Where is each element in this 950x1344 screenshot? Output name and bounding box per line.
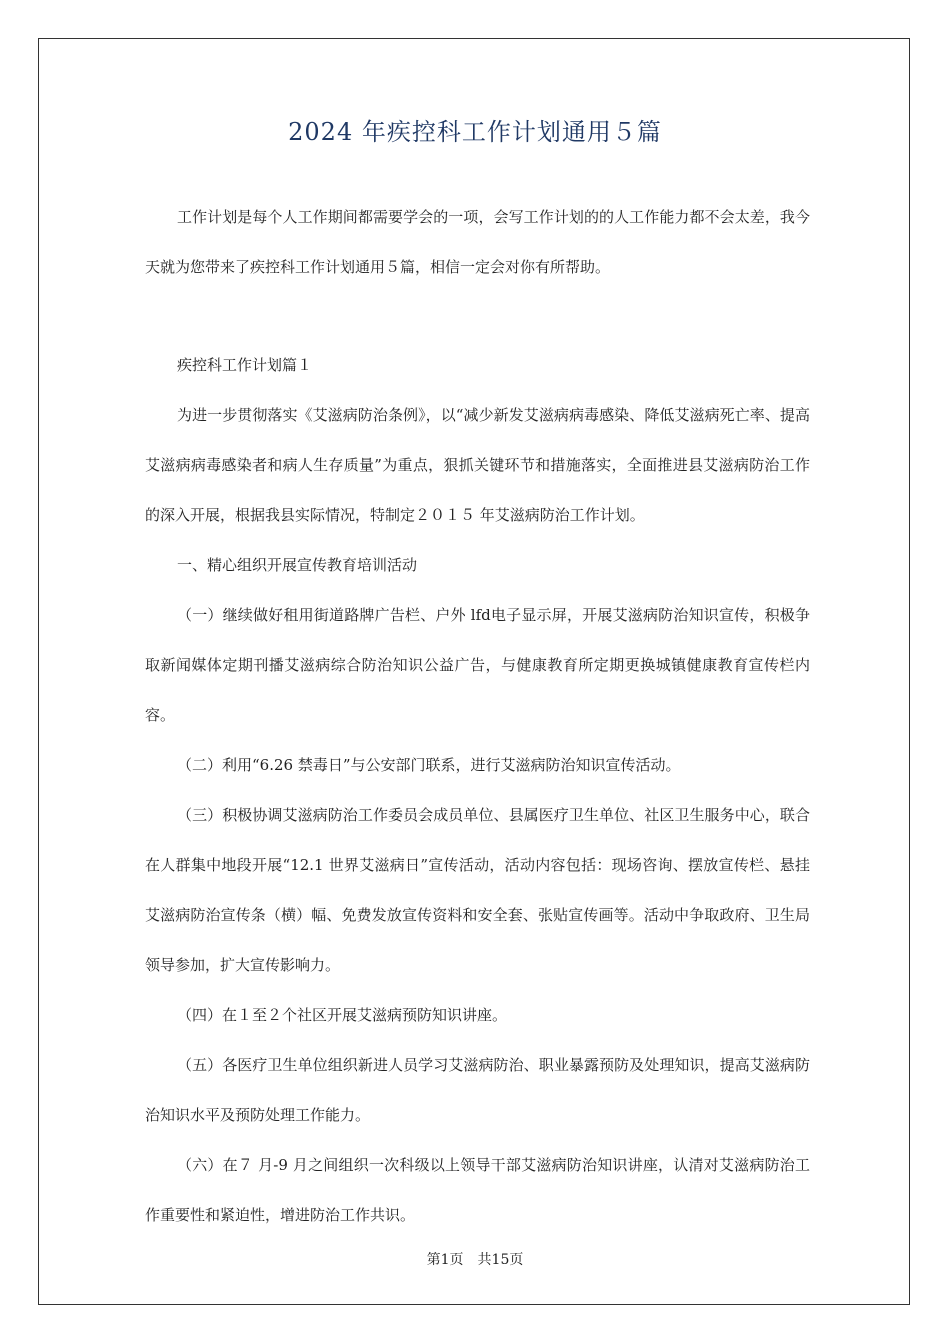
page-number-footer: 第1页 共15页 (426, 1252, 524, 1268)
subsection-heading: 一、精心组织开展宣传教育培训活动 (177, 556, 418, 574)
document-body (145, 192, 810, 1240)
paragraph: 为进一步贯彻落实《艾滋病防治条例》，以“减少新发艾滋病病毒感染、降低艾滋病死亡率、提高艾滋病病毒感染者和病人生存质量”为重点，狠抓关键环节和措施落实，全面推进县艾滋病防治工作的深入开展，根据我县实际情况，特制定２０１５ 年艾滋病防治工作计划。 (145, 406, 810, 524)
section-heading: 疾控科工作计划篇１ (177, 356, 313, 374)
intro-paragraph: 工作计划是每个人工作期间都需要学会的一项，会写工作计划的的人工作能力都不会太差，我今天就为您带来了疾控科工作计划通用５篇，相信一定会对你有所帮助。 (145, 208, 810, 276)
paragraph: （三）积极协调艾滋病防治工作委员会成员单位、县属医疗卫生单位、社区卫生服务中心，联合在人群集中地段开展“12.1 世界艾滋病日”宣传活动，活动内容包括：现场咨询、摆放宣传栏、悬挂艾滋病防治宣传条（横）幅、免费发放宣传资料和安全套、张贴宣传画等。活动中争取政府、卫生局领导参加，扩大宣传影响力。 (145, 806, 810, 974)
paragraph: （四）在１至２个社区开展艾滋病预防知识讲座。 (177, 1006, 508, 1024)
paragraph: （五）各医疗卫生单位组织新进人员学习艾滋病防治、职业暴露预防及处理知识，提高艾滋病防治知识水平及预防处理工作能力。 (145, 1056, 810, 1124)
paragraph: （六）在７ 月-9 月之间组织一次科级以上领导干部艾滋病防治知识讲座，认清对艾滋病防治工作重要性和紧迫性，增进防治工作共识。 (145, 1156, 810, 1224)
paragraph: （二）利用“6.26 禁毒日”与公安部门联系，进行艾滋病防治知识宣传活动。 (177, 756, 681, 774)
paragraph: （一）继续做好租用街道路牌广告栏、户外 lfd电子显示屏，开展艾滋病防治知识宣传，积极争取新闻媒体定期刊播艾滋病综合防治知识公益广告，与健康教育所定期更换城镇健康教育宣传栏内容。 (145, 606, 810, 724)
document-title: 2024 年疾控科工作计划通用５篇 (288, 118, 662, 146)
spacer (145, 292, 810, 340)
